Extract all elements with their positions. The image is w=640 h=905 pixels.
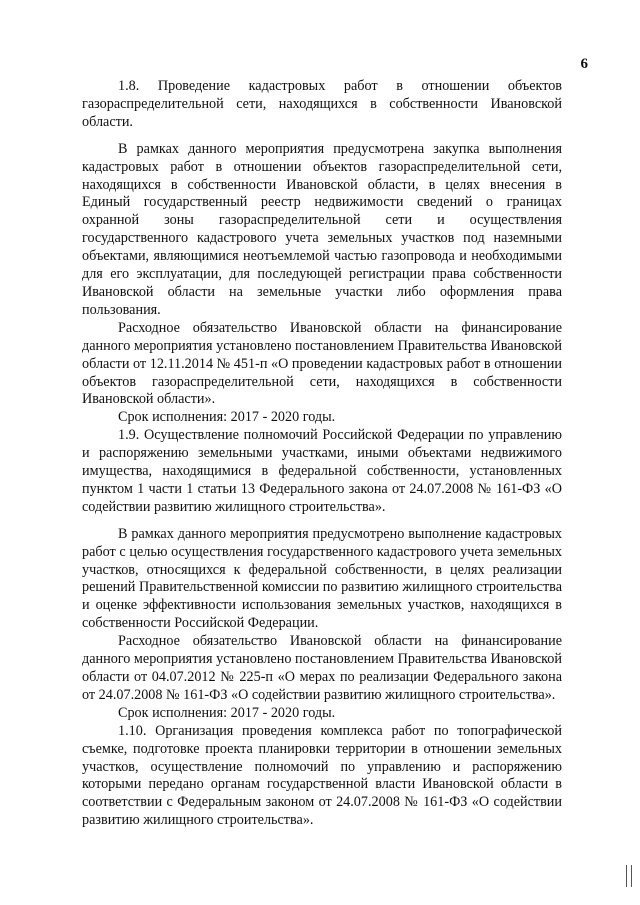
paragraph-1-8-term: Срок исполнения: 2017 - 2020 годы.	[118, 409, 336, 426]
paragraph-1-9-heading: 1.9. Осуществление полномочий Российской Федерации по управлению и распоряжению земельными участками, иными объектами недвижимого имущества, находящимися в федеральной собственности, установленных пунктом 1 части 1 статьи 13 Федерального закона от 24.07.2008 № 161-ФЗ «О содействии развитию жилищного строительства».	[82, 427, 562, 515]
paragraph-1-10-heading: 1.10. Организация проведения комплекса работ по топографической съемке, подготовке проекта планировки территории в отношении земельных участков, осуществление полномочий по управлению и распоряжению которыми передано органам государственной власти Ивановской области в соответствии с Федеральным законом от 24.07.2008 № 161-ФЗ «О содействии развитию жилищного строительства».	[82, 722, 562, 829]
page-number: 6	[580, 56, 588, 72]
paragraph-1-8-heading: 1.8. Проведение кадастровых работ в отношении объектов газораспределительной сети, находящихся в собственности Ивановской области.	[82, 78, 562, 130]
paragraph-1-8-funding: Расходное обязательство Ивановской области на финансирование данного мероприятия установлено постановлением Правительства Ивановской области от 12.11.2014 № 451-п «О проведении кадастровых работ в отношении объектов газораспределительной сети, находящихся в собственности Ивановской области».	[82, 319, 562, 408]
paragraph-1-9-funding: Расходное обязательство Ивановской области на финансирование данного мероприятия установлено постановлением Правительства Ивановской области от 04.07.2012 № 225-п «О мерах по реализации Федерального закона от 24.07.2008 № 161-ФЗ «О содействии развитию жилищного строительства».	[82, 633, 562, 703]
paragraph-1-8-description: В рамках данного мероприятия предусмотрена закупка выполнения кадастровых работ в отношении объектов газораспределительной сети, находящихся в собственности Ивановской области, в целях внесения в Единый государственный реестр недвижимости сведений о границах охранной зоны газораспределительной сети и осуществления государственного кадастрового учета земельных участков под наземными объектами, являющимися неотъемлемой частью газопровода и необходимыми для его эксплуатации, для последующей регистрации права собственности Ивановской области на земельные участки либо оформления права пользования.	[82, 140, 562, 318]
binding-mark	[626, 865, 632, 887]
paragraph-1-9-term: Срок исполнения: 2017 - 2020 годы.	[118, 704, 336, 721]
document-body	[82, 78, 562, 830]
paragraph-1-9-description: В рамках данного мероприятия предусмотрено выполнение кадастровых работ с целью осуществления государственного кадастрового учета земельных участков, относящихся к федеральной собственности, в целях реализации решений Правительственной комиссии по развитию жилищного строительства и оценке эффективности использования земельных участков, находящихся в собственности Российской Федерации.	[82, 525, 562, 632]
